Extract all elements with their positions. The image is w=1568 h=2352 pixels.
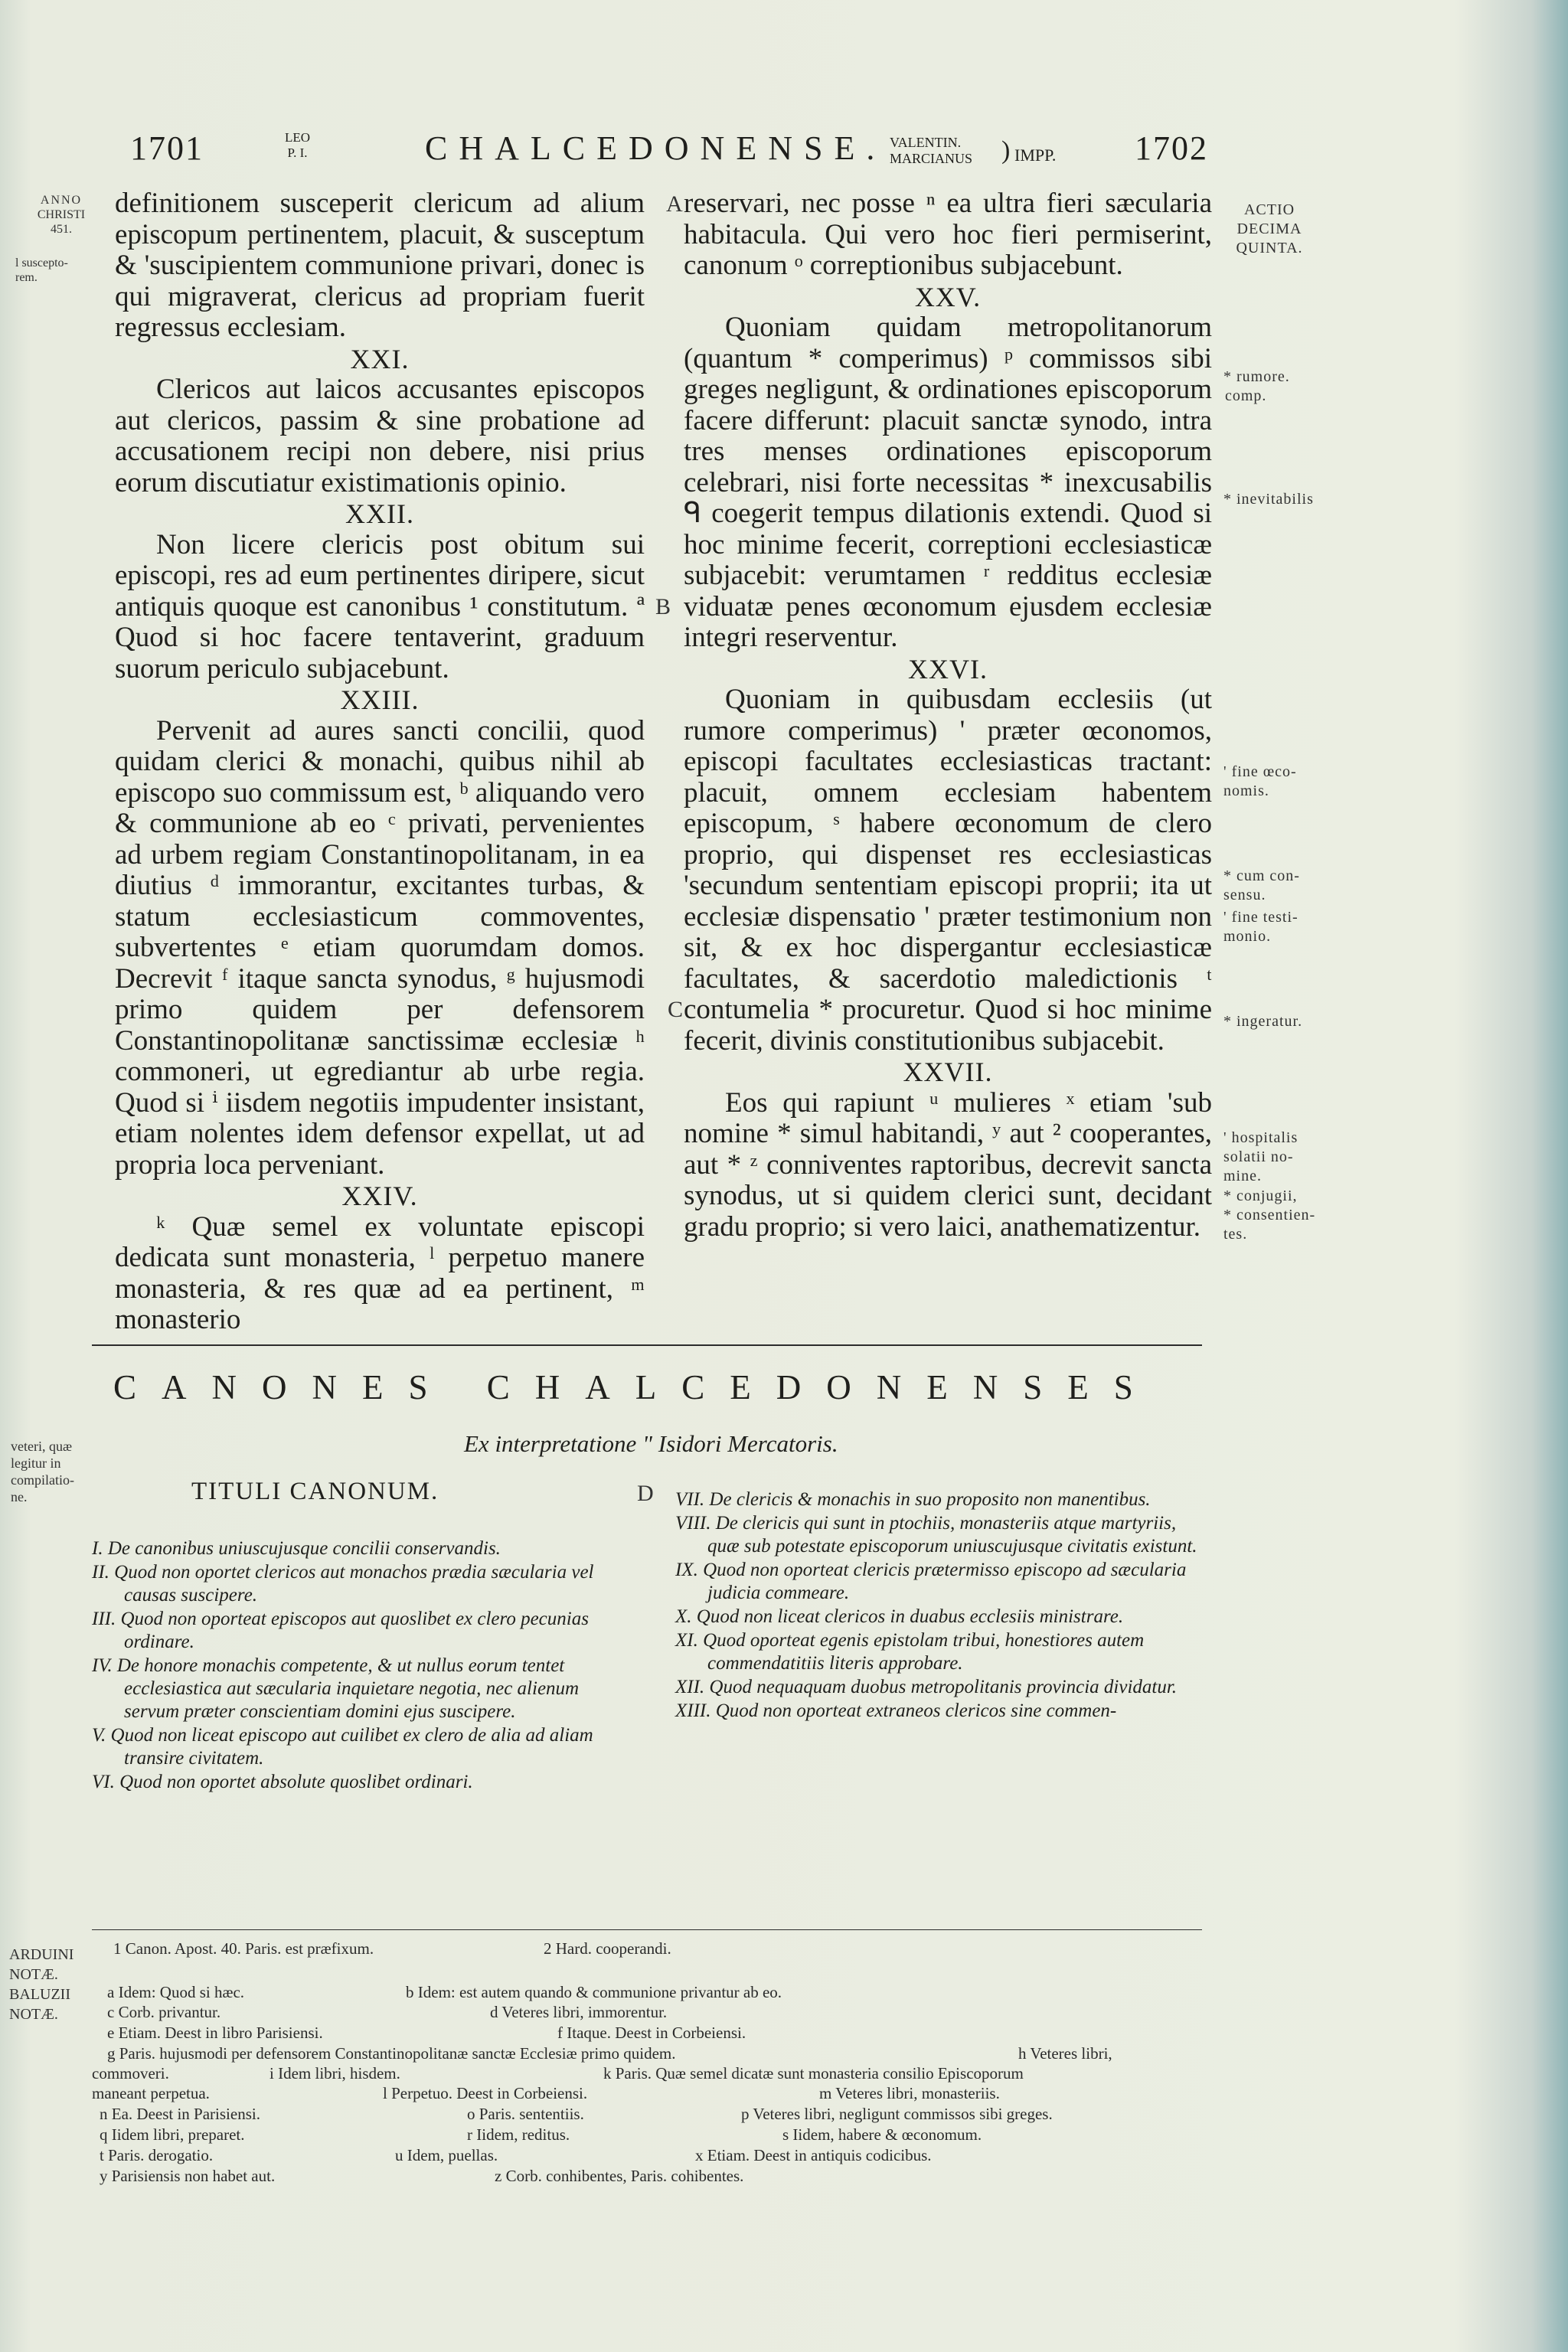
margin-note-line: * cum con- — [1223, 867, 1300, 884]
margin-note-line: * rumore. — [1223, 368, 1290, 385]
margin-note-line: solatii no- — [1223, 1148, 1294, 1165]
footnote-arduini: 1 Canon. Apost. 40. Paris. est præfixum. — [113, 1939, 374, 1958]
titulus-item: VI. Quod non oportet absolute quoslibet ordinari. — [92, 1772, 473, 1792]
canon-number: XXV. — [914, 281, 982, 312]
section-letter-d: D — [637, 1481, 654, 1506]
footnote: g Paris. hujusmodi per defensorem Constantinopolitanæ sanctæ Ecclesiæ primo quidem. — [107, 2044, 676, 2063]
section-letter-c: C — [668, 997, 684, 1022]
margin-note-line: ' hospitalis — [1223, 1129, 1298, 1146]
page-number-left: 1701 — [130, 129, 204, 167]
footnote: t Paris. derogatio. — [100, 2146, 214, 2164]
titulus-item: IV. De honore monachis competente, & ut nullus eorum tentet ecclesiastica aut sæcularia inquietare negotia, nec alienum servum præter conscientiam domini ejus suscipere. — [92, 1655, 580, 1722]
margin-anno: ANNO — [40, 194, 83, 207]
margin-note-line: compilatio- — [11, 1472, 74, 1488]
footnote: b Idem: est autem quando & communione privantur ab eo. — [406, 1983, 782, 2001]
titulus-item: XII. Quod nequaquam duobus metropolitanis provincia dividatur. — [675, 1677, 1178, 1697]
actio-line: ACTIO — [1243, 201, 1295, 218]
titulus-item: V. Quod non liceat episcopo aut cuilibet ex clero de alia ad aliam transire civitatem. — [92, 1725, 593, 1769]
canon-number: XXII. — [345, 498, 414, 529]
margin-note-line: monio. — [1223, 928, 1272, 945]
canon-number: XXIII. — [340, 684, 420, 715]
titulus-item: IX. Quod non oporteat clericis prætermisso episcopo ad sæcularia judicia commeare. — [675, 1560, 1187, 1603]
margin-note-line: * ingeratur. — [1223, 1013, 1303, 1030]
margin-note-line: ne. — [11, 1489, 28, 1504]
footnote: n Ea. Deest in Parisiensi. — [100, 2105, 260, 2123]
margin-note-line: veteri, quæ — [11, 1439, 72, 1454]
titulus-item: XI. Quod oporteat egenis epistolam tribui, honestiores autem commendatitiis literis approbare. — [675, 1630, 1145, 1674]
titulus-item: I. De canonibus uniuscujusque concilii conservandis. — [92, 1538, 501, 1559]
margin-note-line: ' fine œco- — [1223, 763, 1297, 780]
margin-note-line: comp. — [1225, 387, 1267, 404]
titulus-item: X. Quod non liceat clericos in duabus ecclesiis ministrare. — [675, 1606, 1124, 1627]
actio-line: QUINTA. — [1236, 240, 1303, 256]
titulus-item: III. Quod non oporteat episcopos aut quoslibet ex clero pecunias ordinare. — [92, 1609, 589, 1652]
emperors-suffix: IMPP. — [1014, 145, 1057, 165]
paragraph: ᵏ Quæ semel ex voluntate episcopi dedicata sunt monasteria, ˡ perpetuo manere monasteria, & res quæ ad ea pertinent, ᵐ monasterio — [115, 1210, 645, 1335]
margin-note-line: ' fine testi- — [1223, 909, 1298, 926]
notes-label-line: NOTÆ. — [9, 1966, 58, 1983]
footnote: o Paris. sententiis. — [467, 2105, 584, 2123]
section-letter-a: A — [666, 191, 683, 217]
footnote: a Idem: Quod si hæc. — [107, 1983, 245, 2001]
paragraph: Eos qui rapiunt ᵘ mulieres ˣ etiam 'sub nomine * simul habitandi, ʸ aut ² cooperantes, aut * ᶻ conniventes raptoribus, decrevit sancta synodus, ut si quidem clerici sunt, decidant gradu proprio; si vero laici, anathematizentur. — [684, 1086, 1212, 1243]
titulus-item: VII. De clericis & monachis in suo proposito non manentibus. — [675, 1489, 1151, 1510]
paragraph: Quoniam quidam metropolitanorum (quantum * comperimus) ᵖ commissos sibi greges negligunt, & ordinationes episcoporum facere differunt: placuit sanctæ synodo, intra tres menses ordinationes episcoporum celebrari, nisi forte necessitas * inexcusabilis ᑫ coegerit tempus dilationis extendi. Quod si hoc minime fecerit, correptioni ecclesiasticæ subjacebit: verumtamen ʳ redditus ecclesiæ viduatæ penes œconomum ejusdem ecclesiæ integri reserventur. — [684, 312, 1212, 653]
canones-heading: CANONES CHALCEDONENSES — [113, 1368, 1158, 1406]
margin-note-line: tes. — [1223, 1226, 1248, 1243]
notes-label-arduini: ARDUINI — [9, 1946, 74, 1963]
footnote: e Etiam. Deest in libro Parisiensi. — [107, 2024, 323, 2042]
titulus-item: II. Quod non oportet clericos aut monachos prædia sæcularia vel causas suscipere. — [92, 1562, 594, 1606]
footnote: q Iidem libri, preparet. — [100, 2125, 245, 2144]
footnote: l Perpetuo. Deest in Corbeiensi. — [383, 2084, 588, 2102]
emperors-brace: ) — [1001, 136, 1011, 165]
running-title: CHALCEDONENSE. — [425, 129, 887, 167]
margin-year-value: 451. — [51, 223, 72, 236]
titulus-item: VIII. De clericis qui sunt in ptochiis, monasteriis atque martyriis, quæ sub potestate episcoporum uniuscujusque civitatis existunt. — [675, 1513, 1197, 1557]
margin-note-line: legitur in — [11, 1455, 61, 1471]
section-letter-b: B — [655, 594, 671, 619]
margin-note-line: * conjugii, — [1223, 1187, 1298, 1204]
margin-note-line: * inevitabilis — [1223, 491, 1314, 508]
pope-line-1: LEO — [285, 130, 311, 145]
tituli-heading: TITULI CANONUM. — [191, 1478, 439, 1505]
margin-christi: CHRISTI — [37, 208, 86, 221]
margin-note-line: nomis. — [1223, 782, 1269, 799]
canon-number: XXI. — [350, 343, 410, 374]
footnote: x Etiam. Deest in antiquis codicibus. — [695, 2146, 932, 2164]
subtitle-name: Isidori Mercatoris. — [658, 1430, 838, 1457]
canon-number: XXVI. — [908, 653, 988, 684]
footnote: y Parisiensis non habet aut. — [100, 2167, 276, 2185]
footnote: maneant perpetua. — [92, 2084, 210, 2102]
margin-note-line: l suscepto- — [15, 256, 68, 270]
titulus-item: XIII. Quod non oporteat extraneos clericos sine commen- — [675, 1700, 1117, 1721]
footnote: p Veteres libri, negligunt commissos sibi greges. — [741, 2105, 1053, 2123]
paragraph: Non licere clericis post obitum sui episcopi, res ad eum pertinentes diripere, sicut antiquis quoque est canonibus ¹ constitutum. ª Quod si hoc facere tentaverint, graduum suorum periculo subjacebunt. — [115, 528, 645, 684]
canon-number: XXIV. — [341, 1181, 418, 1211]
paragraph: Pervenit ad aures sancti concilii, quod quidam clerici & monachi, quibus nihil ab episcopo suo commissum est, ᵇ aliquando vero & communione ab eo ᶜ privati, pervenientes ad urbem regiam Constantinopolitanam, in ea diutius ᵈ immorantur, excitantes turbas, & statum ecclesiasticum commoventes, subvertentes ᵉ etiam quorumdam domos. Decrevit ᶠ itaque sancta synodus, ᵍ hujusmodi primo quidem per defensorem Constantinopolitanæ sanctissimæ ecclesiæ ʰ commoneri, ut egrediantur ab urbe regia. Quod si ⁱ iisdem negotiis impudenter insistant, etiam nolentes idem defensor expellat, ut ad propria loca perveniant. — [115, 714, 645, 1181]
notes-label-baluzii: BALUZII — [9, 1986, 70, 2003]
paragraph: reservari, nec posse ⁿ ea ultra fieri sæcularia habitacula. Qui vero hoc fieri permiserint, canonum ᵒ correptionibus subjacebunt. — [684, 188, 1212, 281]
paragraph: Quoniam in quibusdam ecclesiis (ut rumore comperimus) ' præter œconomos, episcopi facultates ecclesiasticas tractant: placuit, omnem ecclesiam habentem episcopum, ˢ habere œconomum de clero proprio, qui dispenset res ecclesiasticas 'secundum sententiam episcopi proprii; ita ut ecclesiæ dispensatio ' præter testimonium non sit, & ex hoc dispergantur ecclesiasticæ facultates, & sacerdotio maledictionis ᵗ contumelia * procuretur. Quod si hoc minime fecerit, divinis constitutionibus subjacebit. — [684, 684, 1212, 1057]
footnote-arduini: 2 Hard. cooperandi. — [544, 1939, 671, 1958]
pope-line-2: P. I. — [287, 145, 308, 160]
footnote: d Veteres libri, immorentur. — [490, 2003, 668, 2021]
margin-note-line: * consentien- — [1223, 1207, 1316, 1223]
footnote: u Idem, puellas. — [395, 2146, 498, 2164]
paragraph: definitionem susceperit clericum ad alium episcopum pertinentem, placuit, & susceptum & 'suscipientem communione privari, donec is qui migraverat, clericus ad propriam fuerit regressus ecclesiam. — [115, 188, 645, 343]
emperor-line-1: VALENTIN. — [890, 135, 962, 150]
footnote: z Corb. conhibentes, Paris. cohibentes. — [495, 2167, 744, 2185]
footnote: c Corb. privantur. — [107, 2003, 221, 2021]
subtitle-mark: " — [642, 1430, 658, 1457]
footnote: k Paris. Quæ semel dicatæ sunt monasteria consilio Episcoporum — [603, 2064, 1024, 2082]
actio-line: DECIMA — [1236, 220, 1302, 237]
margin-note-line: sensu. — [1223, 887, 1266, 903]
footnote: m Veteres libri, monasteriis. — [819, 2084, 1000, 2102]
canon-number: XXVII. — [903, 1057, 993, 1087]
footnote: i Idem libri, hisdem. — [270, 2064, 400, 2082]
footnote: f Itaque. Deest in Corbeiensi. — [557, 2024, 746, 2042]
margin-note-line: mine. — [1223, 1168, 1262, 1184]
page-number-right: 1702 — [1135, 129, 1208, 167]
footnote: r Iidem, reditus. — [467, 2125, 570, 2144]
footnote: commoveri. — [92, 2064, 169, 2082]
emperor-line-2: MARCIANUS — [890, 151, 973, 166]
paragraph: Clericos aut laicos accusantes episcopos aut clericos, passim & sine probatione ad accusationem recipi non debere, nisi prius eorum discutiatur existimationis opinio. — [115, 374, 645, 498]
footnote: h Veteres libri, — [1018, 2044, 1112, 2063]
notes-label-line: NOTÆ. — [9, 2006, 58, 2023]
margin-note-line: rem. — [15, 271, 38, 284]
footnote: s Iidem, habere & œconomum. — [782, 2125, 982, 2144]
subtitle-prefix: Ex interpretatione — [464, 1430, 637, 1457]
